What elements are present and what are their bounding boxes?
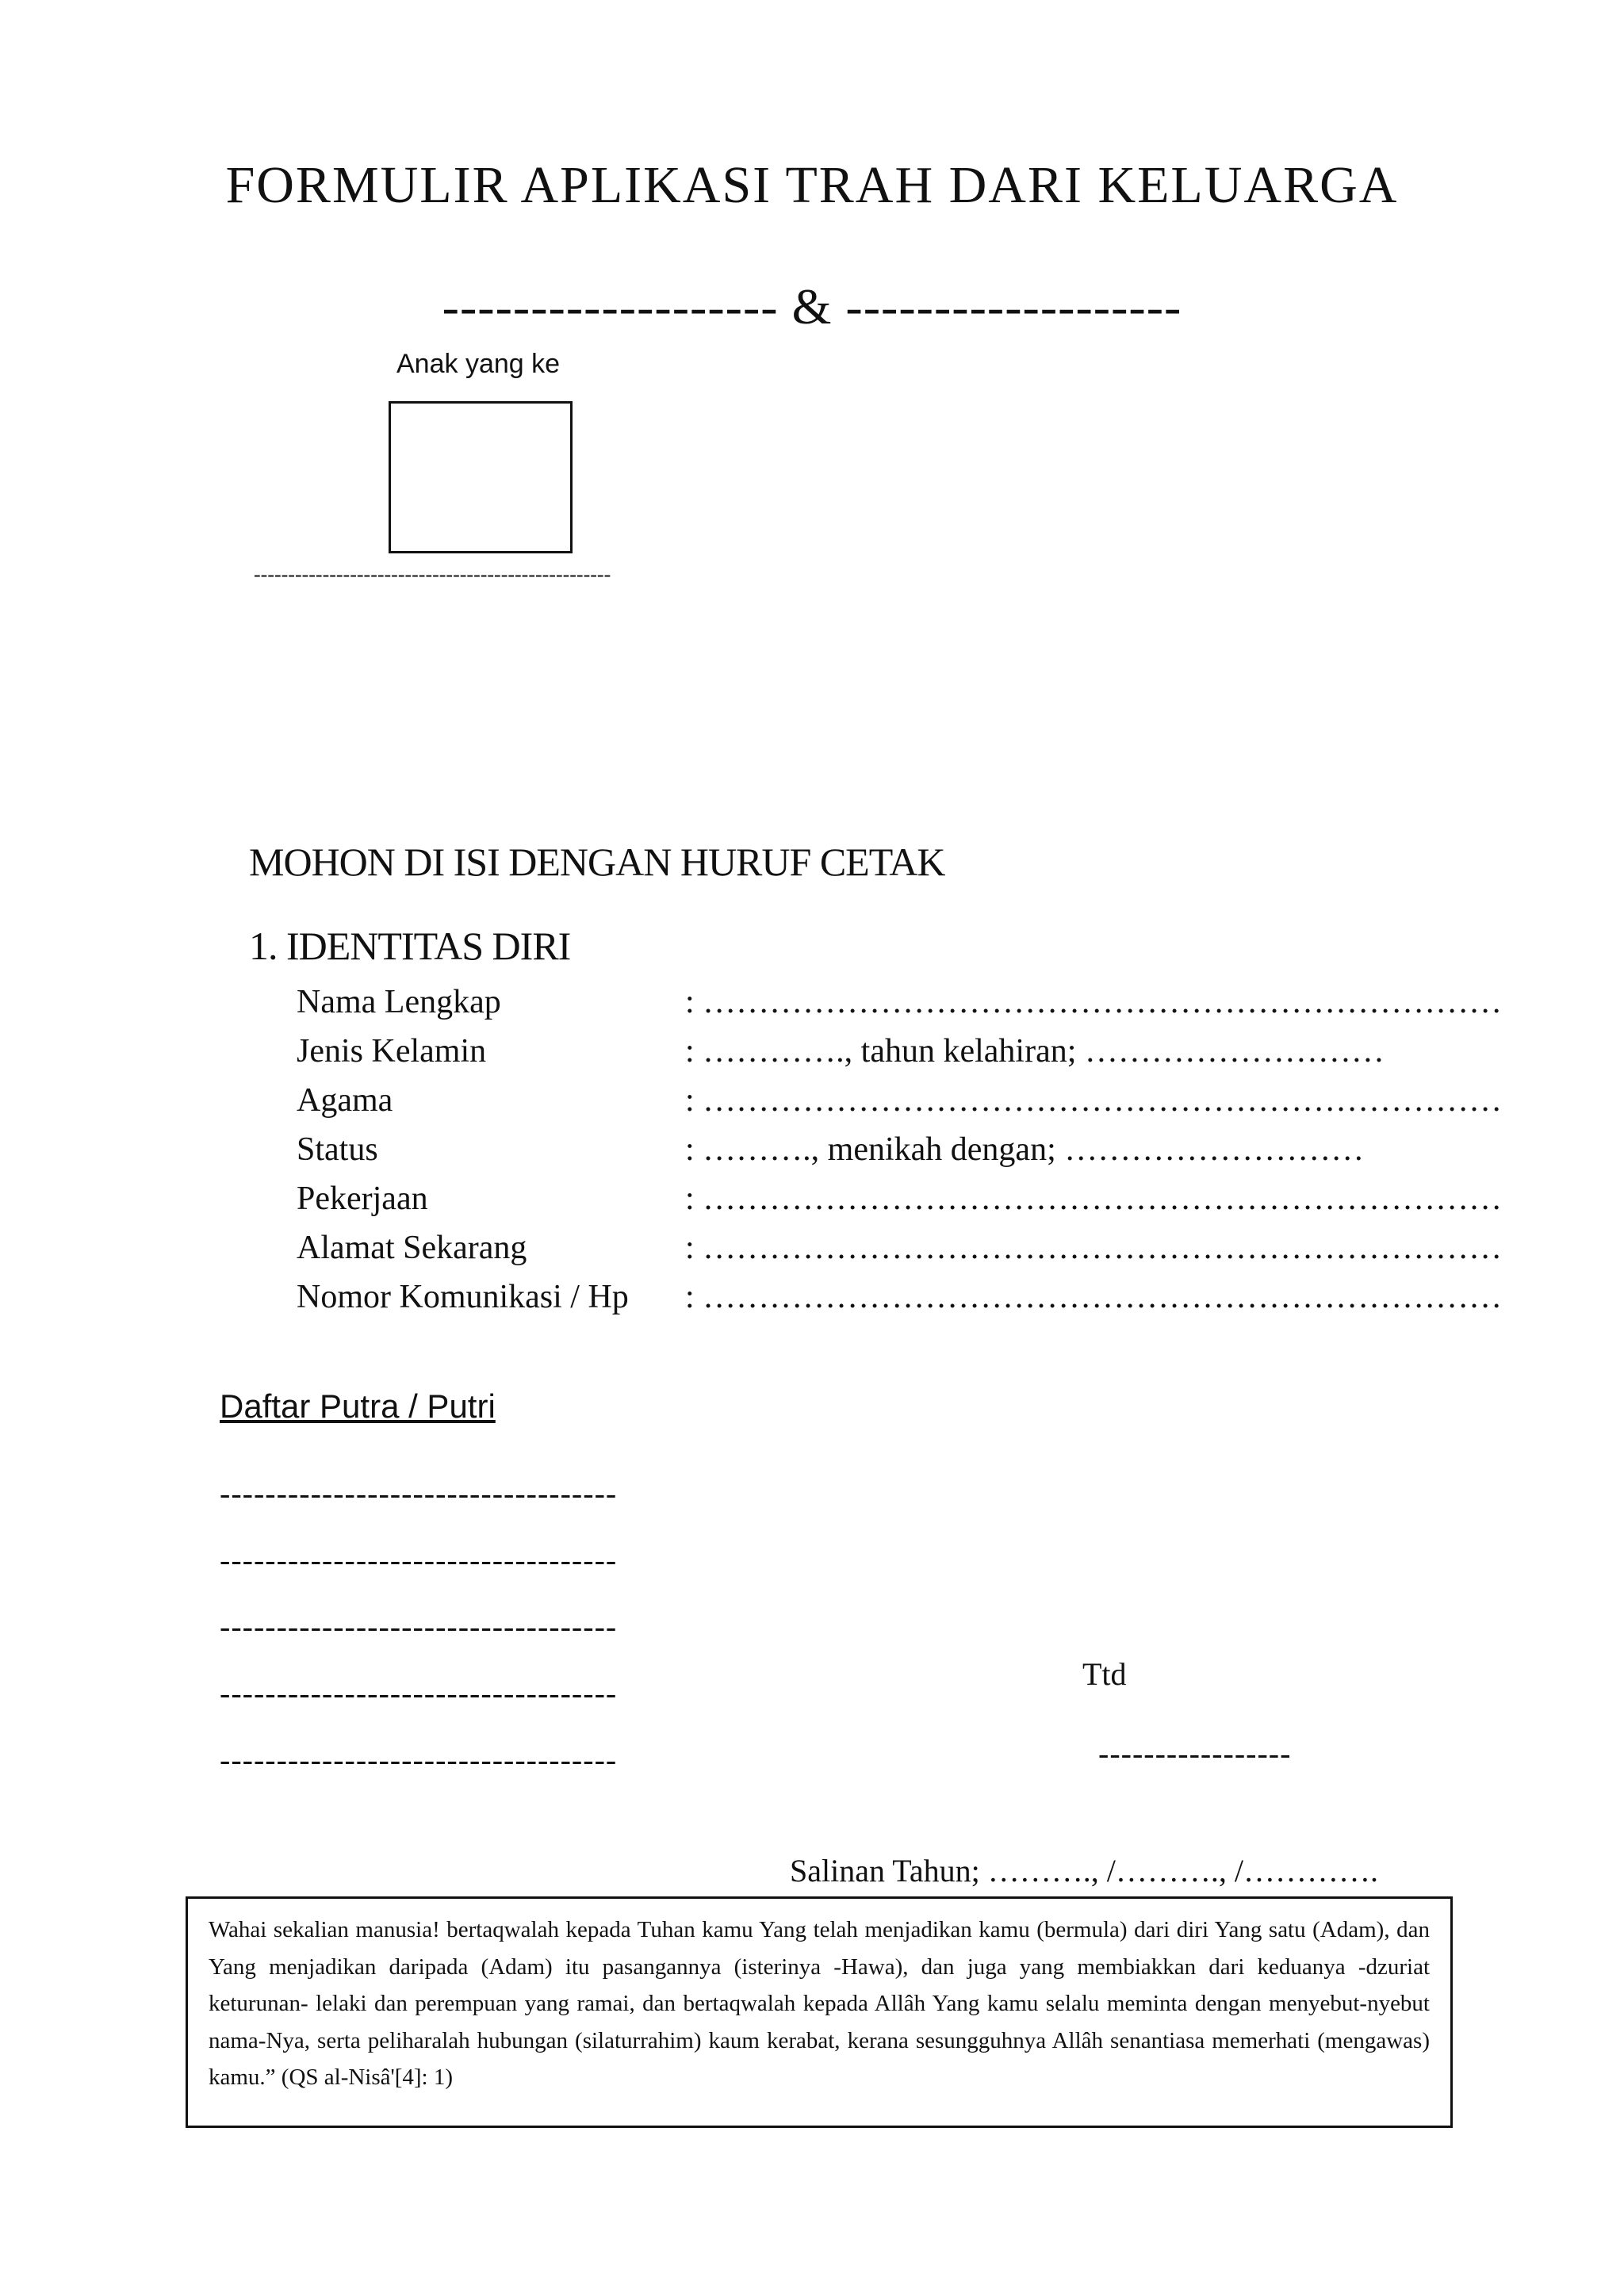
child-order-label: Anak yang ke [396, 349, 561, 379]
field-row-nama [297, 983, 1502, 1021]
quran-quote-text: Wahai sekalian manusia! bertaqwalah kepada Tuhan kamu Yang telah menjadikan kamu (bermula) dari diri Yang satu (Adam), dan Yang menjadikan daripada (Adam) itu pasangannya (isterinya -Hawa), dan juga yang membiakkan dari keduanya -dzuriat keturunan- lelaki dan perempuan yang ramai, dan bertaqwalah kepada Allâh Yang kamu selalu meminta dengan menyebut-nyebut nama-Nya, serta peliharalah hubungan (silaturrahim) kaum kerabat, kerana sesungguhnya Allâh senantiasa memerhati (mengawas) kamu.” (QS al-Nisâ'[4]: 1) [209, 1917, 1430, 2090]
fill-instruction: MOHON DI ISI DENGAN HURUF CETAK [249, 840, 945, 884]
field-value: : ……………………………………………………………… [685, 1279, 1503, 1315]
field-label: Alamat Sekarang [297, 1230, 527, 1266]
field-value: : ………., menikah dengan; ……………………… [685, 1131, 1365, 1168]
field-row-status [297, 1131, 1364, 1169]
field-row-nomor-hp [297, 1278, 1502, 1316]
field-label: Agama [297, 1082, 393, 1119]
field-row-agama [297, 1081, 1502, 1119]
child-order-box [389, 401, 573, 553]
signature-label: Ttd [1082, 1656, 1127, 1692]
quran-quote-box [186, 1896, 1453, 2128]
field-value: : ……………………………………………………………… [685, 1181, 1503, 1217]
signature-line: ----------------- [1098, 1735, 1292, 1771]
form-title: FORMULIR APLIKASI TRAH DARI KELUARGA [225, 156, 1399, 214]
field-row-jenis-kelamin [297, 1032, 1385, 1070]
field-row-alamat [297, 1229, 1502, 1267]
field-value: : ……………………………………………………………… [685, 1082, 1503, 1119]
section-heading-identitas: 1. IDENTITAS DIRI [249, 924, 571, 968]
field-label: Nomor Komunikasi / Hp [297, 1279, 629, 1315]
parents-name-line: ------------------- & ------------------- [442, 278, 1182, 335]
field-value: : ……………………………………………………………… [685, 1230, 1503, 1266]
child-name-line: ---------------------------------------------------- [254, 563, 611, 586]
copy-year: Salinan Tahun; ………., /………., /…………. [790, 1853, 1378, 1888]
field-label: Nama Lengkap [297, 984, 501, 1020]
child-entry-line: ----------------------------------- [220, 1542, 618, 1578]
field-label: Jenis Kelamin [297, 1033, 487, 1070]
child-entry-line: ----------------------------------- [220, 1609, 618, 1644]
children-list-heading: Daftar Putra / Putri [220, 1387, 496, 1425]
field-label: Status [297, 1131, 378, 1168]
field-value: : …………., tahun kelahiran; ……………………… [685, 1033, 1385, 1070]
field-label: Pekerjaan [297, 1181, 428, 1217]
child-entry-line: ----------------------------------- [220, 1675, 618, 1711]
child-entry-line: ----------------------------------- [220, 1475, 618, 1511]
field-row-pekerjaan [297, 1180, 1502, 1218]
child-entry-line: ----------------------------------- [220, 1742, 618, 1777]
field-value: : ……………………………………………………………… [685, 984, 1503, 1020]
